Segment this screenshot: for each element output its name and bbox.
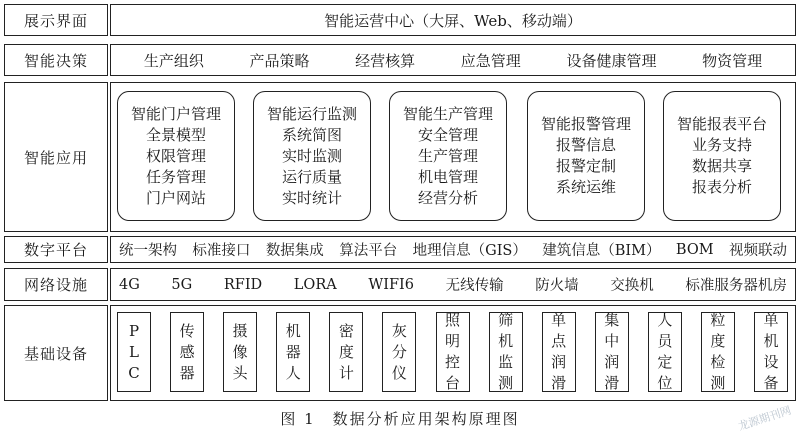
network-items: [110, 268, 796, 301]
application-group-item: 经营分析: [417, 188, 478, 207]
network-item: 标准服务器机房: [685, 278, 787, 294]
application-container: [110, 82, 796, 232]
device-char: 仪: [391, 363, 407, 382]
device-char: L: [129, 342, 139, 361]
application-group-item: 报警信息: [555, 136, 616, 154]
device-box: [170, 312, 204, 392]
device-char: 单: [551, 311, 567, 329]
device-char: C: [128, 363, 140, 382]
device-char: 集: [604, 311, 620, 329]
decision-item: 物资管理: [702, 51, 763, 70]
device-box: [595, 312, 629, 392]
device-char: 感: [179, 342, 195, 361]
device-char: 机: [498, 332, 514, 350]
network-item: 防火墙: [535, 278, 579, 294]
device-char: 粒: [710, 311, 726, 329]
device-char: 器: [285, 342, 301, 361]
decision-item: 设备健康管理: [566, 51, 657, 70]
device-char: 备: [763, 374, 779, 392]
display-content: 智能运营中心（大屏、Web、移动端）: [110, 4, 796, 36]
device-char: 计: [338, 363, 354, 382]
device-char: 润: [604, 353, 620, 371]
device-char: 机: [763, 332, 779, 350]
device-box: [276, 312, 310, 392]
device-char: 像: [232, 342, 248, 361]
network-item: 无线传输: [445, 278, 504, 294]
application-group-item: 数据共享: [691, 157, 752, 175]
device-char: 滑: [604, 374, 620, 392]
device-char: 照: [444, 311, 460, 329]
device-char: 滑: [551, 374, 567, 392]
platform-item: BOM: [675, 241, 714, 258]
application-group-item: 实时监测: [281, 146, 342, 165]
device-char: 定: [657, 353, 673, 371]
device-char: P: [128, 321, 140, 340]
device-char: 器: [179, 363, 195, 382]
application-group-item: 门户网站: [145, 188, 206, 207]
device-char: 台: [444, 374, 460, 392]
application-group: [527, 91, 645, 221]
application-group-title: 智能报警管理: [540, 115, 631, 133]
platform-item: 标准接口: [192, 243, 251, 259]
application-group-item: 机电管理: [417, 167, 478, 186]
device-box: [489, 312, 523, 392]
network-item: RFID: [223, 276, 263, 293]
device-char: 位: [657, 374, 673, 392]
device-char: 员: [657, 332, 673, 350]
device-char: 传: [179, 321, 195, 340]
application-group-item: 报警定制: [555, 157, 616, 175]
devices-container: [110, 305, 796, 401]
decision-items: [110, 44, 796, 76]
device-char: 人: [285, 363, 301, 382]
decision-item: 应急管理: [460, 51, 521, 70]
layer-label-application: 智能应用: [4, 82, 108, 232]
device-char: 点: [551, 332, 567, 350]
platform-item: 统一架构: [119, 243, 177, 259]
application-group: [663, 91, 781, 221]
application-group-item: 全景模型: [145, 125, 206, 144]
network-item: LORA: [293, 276, 337, 293]
decision-item: 生产组织: [143, 51, 204, 70]
device-char: 控: [444, 353, 460, 371]
device-char: 度: [338, 342, 354, 361]
application-group-item: 实时统计: [281, 188, 342, 207]
application-group-item: 系统简图: [281, 125, 342, 144]
layer-label-devices: 基础设备: [4, 305, 108, 401]
application-group: [389, 91, 507, 221]
network-item: 交换机: [610, 278, 654, 294]
device-char: 头: [232, 363, 248, 382]
device-char: 检: [710, 353, 726, 371]
decision-item: 经营核算: [355, 51, 416, 70]
device-box: [382, 312, 416, 392]
device-char: 摄: [232, 321, 248, 340]
device-char: 灰: [391, 321, 407, 340]
device-char: 单: [763, 311, 779, 329]
device-box: [329, 312, 363, 392]
decision-item: 产品策略: [249, 51, 310, 70]
platform-item: 视频联动: [729, 243, 787, 259]
platform-items: [110, 236, 796, 263]
application-group-item: 权限管理: [145, 146, 206, 165]
device-char: 测: [710, 374, 726, 392]
application-group: [117, 91, 235, 221]
device-char: 监: [498, 353, 514, 371]
watermark: 龙源期刊网: [736, 403, 793, 434]
platform-item: 建筑信息（BIM）: [542, 243, 661, 259]
network-item: WIFI6: [368, 276, 414, 293]
layer-label-network: 网络设施: [4, 268, 108, 301]
device-box: [436, 312, 470, 392]
application-group-title: 智能运行监测: [266, 104, 357, 123]
device-char: 中: [604, 332, 620, 350]
layer-label-display: 展示界面: [4, 4, 108, 36]
application-group-title: 智能门户管理: [130, 104, 221, 123]
application-group-item: 报表分析: [691, 178, 752, 196]
application-group-title: 智能生产管理: [402, 104, 493, 123]
application-group-item: 业务支持: [691, 136, 752, 154]
device-box: [223, 312, 257, 392]
platform-item: 算法平台: [339, 243, 398, 259]
platform-item: 数据集成: [265, 243, 324, 259]
figure-caption: 图 1 数据分析应用架构原理图: [280, 410, 520, 428]
device-box: [754, 312, 788, 392]
application-group: [253, 91, 371, 221]
layer-label-decision: 智能决策: [4, 44, 108, 76]
device-box: [117, 312, 151, 392]
application-group-item: 运行质量: [281, 167, 342, 186]
device-char: 密: [338, 321, 354, 340]
device-char: 度: [710, 332, 726, 350]
application-group-item: 任务管理: [145, 167, 206, 186]
device-box: [701, 312, 735, 392]
application-group-item: 系统运维: [555, 178, 616, 196]
network-item: 4G: [119, 276, 140, 293]
device-char: 人: [657, 311, 673, 329]
device-char: 测: [498, 374, 514, 392]
platform-item: 地理信息（GIS）: [412, 243, 527, 259]
application-group-item: 安全管理: [417, 125, 478, 144]
device-char: 分: [391, 342, 407, 361]
device-char: 润: [551, 353, 567, 371]
device-char: 明: [444, 332, 460, 350]
device-char: 筛: [498, 311, 514, 329]
device-char: 设: [763, 353, 779, 371]
layer-label-platform: 数字平台: [4, 236, 108, 263]
device-char: 机: [285, 321, 301, 340]
application-group-item: 生产管理: [417, 146, 478, 165]
application-group-title: 智能报表平台: [676, 115, 767, 133]
device-box: [542, 312, 576, 392]
device-box: [648, 312, 682, 392]
network-item: 5G: [171, 276, 193, 293]
